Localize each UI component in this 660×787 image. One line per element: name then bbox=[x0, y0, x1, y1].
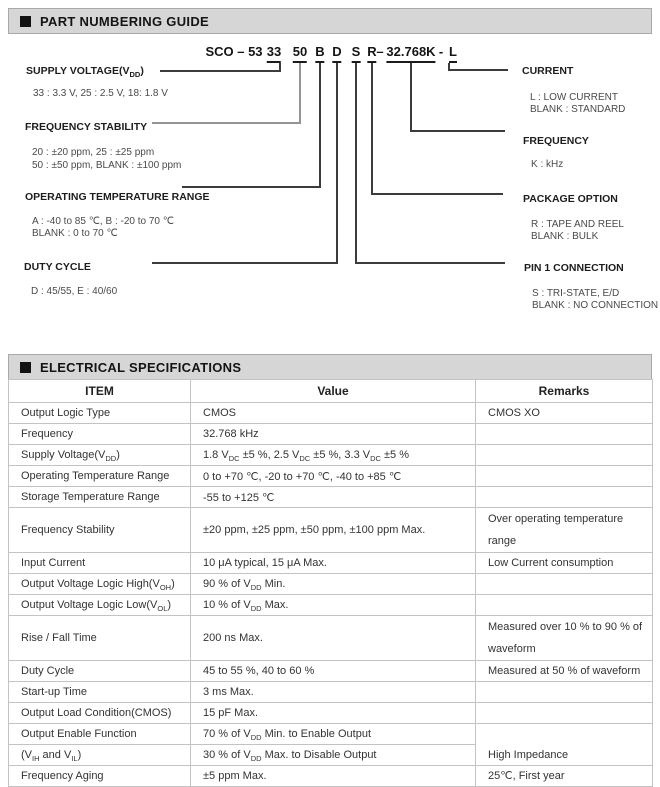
connector-frequency bbox=[410, 63, 412, 132]
cell-remarks bbox=[476, 574, 653, 595]
row-output-enable-function bbox=[9, 724, 653, 745]
label-duty-cycle-options: D : 45/55, E : 40/60 bbox=[31, 286, 118, 297]
cell-value: 10 μA typical, 15 μA Max. bbox=[191, 553, 476, 574]
label-frequency: FREQUENCY bbox=[523, 135, 589, 147]
cell-item: Rise / Fall Time bbox=[9, 616, 191, 661]
connector-package-option bbox=[371, 63, 373, 195]
label-duty-cycle: DUTY CYCLE bbox=[24, 261, 91, 273]
part-number-temp-code: B bbox=[315, 44, 324, 63]
electrical-specs-table bbox=[8, 379, 653, 787]
table-header-row bbox=[9, 380, 653, 403]
label-frequency-options: K : kHz bbox=[531, 159, 564, 170]
part-number-frequency-code: 32.768K bbox=[386, 44, 435, 63]
cell-value: -55 to +125 ℃ bbox=[191, 487, 476, 508]
label-frequency-stability: FREQUENCY STABILITY bbox=[25, 121, 148, 133]
connector-current bbox=[448, 69, 508, 71]
cell-remarks bbox=[476, 424, 653, 445]
cell-item: Output Enable Function bbox=[9, 724, 191, 745]
label-pin1-connection-options: S : TRI-STATE, E/D bbox=[532, 288, 620, 299]
label-frequency-stability-options: 20 : ±20 ppm, 25 : ±25 ppm bbox=[32, 147, 155, 158]
cell-item: Input Current bbox=[9, 553, 191, 574]
cell-item: Storage Temperature Range bbox=[9, 487, 191, 508]
cell-value: 0 to +70 ℃, -20 to +70 ℃, -40 to +85 ℃ bbox=[191, 466, 476, 487]
section-title: ELECTRICAL SPECIFICATIONS bbox=[40, 359, 242, 375]
cell-item: Output Logic Type bbox=[9, 403, 191, 424]
cell-value: 45 to 55 %, 40 to 60 % bbox=[191, 661, 476, 682]
connector-duty-cycle bbox=[152, 262, 338, 264]
row-frequency-aging bbox=[9, 766, 653, 787]
cell-item: Start-up Time bbox=[9, 682, 191, 703]
cell-remarks: Measured at 50 % of waveform bbox=[476, 661, 653, 682]
cell-value: 1.8 $V_{DC} \pm 5$ %, 2.5 $V_{DC} \pm 5$ %, 3.3 $V_{DC} \pm 5$ % bbox=[191, 445, 476, 466]
connector-frequency-stability bbox=[152, 122, 301, 124]
cell-item: Frequency Stability bbox=[9, 508, 191, 553]
row-output-voltage-low bbox=[9, 595, 653, 616]
part-number-package-code: R bbox=[367, 44, 376, 63]
cell-remarks-high-impedance: High Impedance bbox=[476, 724, 653, 766]
cell-remarks bbox=[476, 487, 653, 508]
part-number-duty-code: D bbox=[332, 44, 341, 63]
row-operating-temperature bbox=[9, 466, 653, 487]
cell-value: 90 % of $V_{DD}$ Min. bbox=[191, 574, 476, 595]
col-header-item: ITEM bbox=[9, 380, 191, 403]
label-operating-temperature: OPERATING TEMPERATURE RANGE bbox=[25, 191, 210, 203]
connector-duty-cycle bbox=[336, 63, 338, 264]
connector-pin1 bbox=[355, 262, 505, 264]
label-current: CURRENT bbox=[522, 65, 574, 77]
row-output-logic-type bbox=[9, 403, 653, 424]
cell-value: CMOS bbox=[191, 403, 476, 424]
part-number-dash: – bbox=[376, 44, 384, 59]
part-number-hyphen: - bbox=[438, 44, 444, 59]
cell-value: ±5 ppm Max. bbox=[191, 766, 476, 787]
part-number-supply-code: 33 bbox=[267, 44, 281, 63]
row-supply-voltage bbox=[9, 445, 653, 466]
part-number-prefix: SCO – 53 bbox=[205, 44, 263, 59]
row-startup-time bbox=[9, 682, 653, 703]
row-rise-fall-time bbox=[9, 616, 653, 661]
label-operating-temperature-options: BLANK : 0 to 70 ℃ bbox=[32, 228, 118, 239]
cell-remarks: 25℃, First year bbox=[476, 766, 653, 787]
cell-value: 30 % of $V_{DD}$ Max. to Disable Output bbox=[191, 745, 476, 766]
row-frequency bbox=[9, 424, 653, 445]
cell-item: Duty Cycle bbox=[9, 661, 191, 682]
cell-remarks: Over operating temperature range bbox=[476, 508, 653, 553]
cell-item: Operating Temperature Range bbox=[9, 466, 191, 487]
cell-remarks bbox=[476, 595, 653, 616]
label-pin1-connection: PIN 1 CONNECTION bbox=[524, 262, 624, 274]
connector-package-option bbox=[371, 193, 503, 195]
cell-remarks bbox=[476, 445, 653, 466]
col-header-value: Value bbox=[191, 380, 476, 403]
part-numbering-section-header bbox=[8, 8, 652, 34]
row-duty-cycle bbox=[9, 661, 653, 682]
label-supply-voltage: SUPPLY $VOLTAGE(V_{DD})$ bbox=[26, 65, 144, 80]
cell-remarks bbox=[476, 703, 653, 724]
section-square-icon bbox=[20, 16, 31, 27]
cell-item: ($V_{IH}$ and $V_{IL}$) bbox=[9, 745, 191, 766]
cell-value: 15 pF Max. bbox=[191, 703, 476, 724]
cell-value: 32.768 kHz bbox=[191, 424, 476, 445]
row-output-voltage-high bbox=[9, 574, 653, 595]
row-storage-temperature bbox=[9, 487, 653, 508]
connector-operating-temperature bbox=[319, 63, 321, 188]
cell-remarks: CMOS XO bbox=[476, 403, 653, 424]
part-number-stability-code: 50 bbox=[293, 44, 307, 63]
row-frequency-stability bbox=[9, 508, 653, 553]
section-square-icon bbox=[20, 362, 31, 373]
cell-remarks bbox=[476, 466, 653, 487]
row-input-current bbox=[9, 553, 653, 574]
cell-value: 10 % of $V_{DD}$ Max. bbox=[191, 595, 476, 616]
label-package-option-options: R : TAPE AND REEL bbox=[531, 219, 624, 230]
label-current-options: BLANK : STANDARD bbox=[530, 104, 626, 115]
cell-item: Output Voltage Logic $High(V_{OH})$ bbox=[9, 574, 191, 595]
cell-value: 70 % of $V_{DD}$ Min. to Enable Output bbox=[191, 724, 476, 745]
connector-supply-voltage bbox=[160, 70, 281, 72]
cell-value: 3 ms Max. bbox=[191, 682, 476, 703]
row-output-load-condition bbox=[9, 703, 653, 724]
cell-item: Supply $Voltage(V_{DD})$ bbox=[9, 445, 191, 466]
part-number-current-code: L bbox=[449, 44, 457, 63]
connector-frequency bbox=[410, 130, 505, 132]
label-package-option: PACKAGE OPTION bbox=[523, 193, 618, 205]
label-frequency-stability-options: 50 : ±50 ppm, BLANK : ±100 ppm bbox=[32, 160, 182, 171]
label-current-options: L : LOW CURRENT bbox=[530, 92, 618, 103]
cell-value: 200 ns Max. bbox=[191, 616, 476, 661]
connector-operating-temperature bbox=[182, 186, 321, 188]
cell-item: Frequency bbox=[9, 424, 191, 445]
connector-frequency-stability bbox=[299, 63, 301, 124]
section-title: PART NUMBERING GUIDE bbox=[40, 13, 209, 29]
cell-item: Output Load Condition(CMOS) bbox=[9, 703, 191, 724]
electrical-specs-section-header bbox=[8, 354, 652, 380]
label-package-option-options: BLANK : BULK bbox=[531, 231, 599, 242]
cell-value: ±20 ppm, ±25 ppm, ±50 ppm, ±100 ppm Max. bbox=[191, 508, 476, 553]
label-operating-temperature-options: A : -40 to 85 ℃, B : -20 to 70 ℃ bbox=[32, 216, 174, 227]
cell-remarks bbox=[476, 682, 653, 703]
cell-item: Frequency Aging bbox=[9, 766, 191, 787]
label-pin1-connection-options: BLANK : NO CONNECTION bbox=[532, 300, 659, 311]
cell-remarks: Low Current consumption bbox=[476, 553, 653, 574]
connector-pin1 bbox=[355, 63, 357, 264]
cell-item: Output Voltage Logic $Low(V_{OL})$ bbox=[9, 595, 191, 616]
part-number-pin1-code: S bbox=[352, 44, 361, 63]
cell-remarks: Measured over 10 % to 90 % of waveform bbox=[476, 616, 653, 661]
col-header-remarks: Remarks bbox=[476, 380, 653, 403]
label-supply-voltage-options: 33 : 3.3 V, 25 : 2.5 V, 18: 1.8 V bbox=[33, 88, 168, 99]
